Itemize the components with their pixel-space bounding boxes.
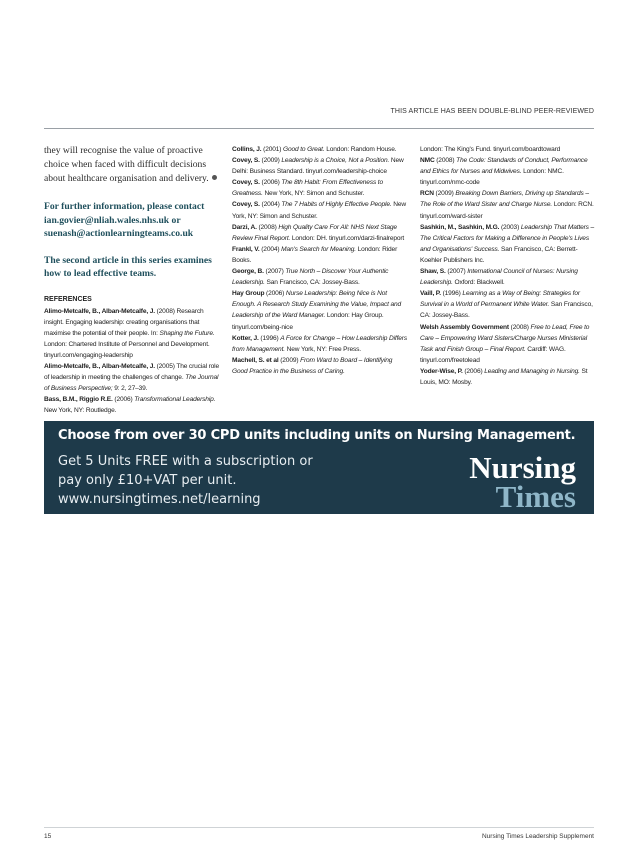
reference-title: From Ward to Board – Identifying Good Practice in the Business of Caring.: [232, 356, 393, 375]
reference-author: Yoder-Wise, P.: [420, 367, 463, 375]
reference-entry: Frankl, V. (2004) Man's Search for Meaning. London: Rider Books.: [232, 245, 398, 264]
reference-entry: Collins, J. (2001) Good to Great. London: Random House.: [232, 146, 397, 153]
reference-author: Welsh Assembly Government: [420, 323, 509, 331]
reference-title: Breaking Down Barriers, Driving up Standards – The Role of the Ward Sister and Charge Nurse.: [420, 190, 589, 209]
reference-entry: Bass, B.M., Riggio R.E. (2006) Transformational Leadership. New York, NY: Routledge.: [44, 396, 216, 415]
reference-entry: Vaill, P. (1996) Learning as a Way of Being: Strategies for Survival in a World of Permanent White Water. San Francisco, CA: Jossey-Bass.: [420, 290, 593, 320]
reference-author: George, B.: [232, 268, 264, 276]
footer-divider: [44, 827, 594, 828]
reference-entry: Shaw, S. (2007) International Council of Nurses: Nursing Leadership. Oxford: Blackwell.: [420, 268, 578, 287]
reference-entry: Alimo-Metcalfe, B., Alban-Metcalfe, J. (2008) Research insight. Engaging leadership: creating organisations that maximise the potential of their people. In: Shaping the Future. London: Chartered Institute of Personnel and Development. tinyurl.com/engaging-leadership: [44, 307, 215, 359]
reference-title: A Force for Change – How Leadership Differs from Management.: [232, 334, 407, 353]
reference-author: Alimo-Metcalfe, B., Alban-Metcalfe, J.: [44, 362, 155, 370]
header-divider: [44, 128, 594, 129]
reference-title: High Quality Care For All: NHS Next Stage Review Final Report.: [232, 223, 397, 242]
column-2: [232, 144, 408, 377]
reference-author: Sashkin, M., Sashkin, M.G.: [420, 223, 500, 231]
reference-title: The Journal of Business Perspective;: [44, 374, 219, 393]
reference-title: Transformational Leadership.: [134, 396, 216, 404]
reference-list: [420, 144, 596, 388]
reference-author: Shaw, S.: [420, 268, 446, 276]
reference-list: [44, 306, 222, 417]
reference-author: Vaill, P.: [420, 290, 441, 298]
reference-author: Kotter, J.: [232, 334, 259, 342]
reference-entry: Welsh Assembly Government (2008) Free to Lead, Free to Care – Empowering Ward Sisters/Charge Nurses Ministerial Task and Finish Group – Final Report. Cardiff: WAG. tinyurl.com/freetolead: [420, 323, 590, 364]
reference-entry: Sashkin, M., Sashkin, M.G. (2003) Leadership That Matters – The Critical Factors for Making a Difference in People's Lives and Organisations' Success. San Francisco, CA: Berrett-Koehler Publishers Inc.: [420, 223, 595, 264]
reference-title: The Code: Standards of Conduct, Performance and Ethics for Nurses and Midwives.: [420, 157, 588, 176]
reference-title: Free to Lead, Free to Care – Empowering Ward Sisters/Charge Nurses Ministerial Task and Finish Group – Final Report.: [420, 323, 590, 353]
article-closing-text: they will recognise the value of proactive choice when faced with difficult decisions about healthcare organisation and delivery.: [44, 144, 222, 186]
reference-author: Darzi, A.: [232, 223, 257, 231]
banner-offer-line: pay only £10+VAT per unit.: [58, 473, 237, 488]
reference-author: Hay Group: [232, 290, 265, 298]
nursing-times-logo: [428, 451, 578, 509]
reference-author: NMC: [420, 157, 435, 165]
reference-entry: NMC (2008) The Code: Standards of Conduct, Performance and Ethics for Nurses and Midwives. London: NMC. tinyurl.com/nmc-code: [420, 157, 588, 187]
reference-author: Machell, S. et al: [232, 356, 279, 364]
contact-info: For further information, please contact ian.govier@nliah.wales.nhs.uk or suenash@actionlearningteams.co.uk: [44, 201, 205, 239]
reference-title: True North – Discover Your Authentic Leadership.: [232, 268, 389, 287]
peer-review-label: THIS ARTICLE HAS BEEN DOUBLE-BLIND PEER-REVIEWED: [390, 108, 594, 115]
reference-entry: Covey, S. (2004) The 7 Habits of Highly Effective People. New York, NY: Simon and Schuster.: [232, 201, 407, 220]
end-mark-icon: [212, 175, 217, 180]
reference-title: Learning as a Way of Being: Strategies for Survival in a World of Permanent White Water.: [420, 290, 580, 309]
reference-entry: George, B. (2007) True North – Discover Your Authentic Leadership. San Francisco, CA: Jossey-Bass.: [232, 268, 389, 287]
reference-entry: Covey, S. (2009) Leadership is a Choice, Not a Position. New Delhi: Business Standard. tinyurl.com/leadership-choice: [232, 157, 404, 176]
reference-entry: London: The King's Fund. tinyurl.com/boardtoward: [420, 146, 561, 153]
reference-author: Bass, B.M., Riggio R.E.: [44, 396, 113, 404]
cpd-advert-banner[interactable]: [44, 421, 594, 514]
reference-author: Covey, S.: [232, 179, 260, 187]
publication-name: Nursing Times Leadership Supplement: [481, 833, 594, 840]
reference-title: Leading and Managing in Nursing.: [484, 367, 580, 375]
logo-word-nursing: Nursing: [469, 451, 576, 485]
logo-word-times: Times: [495, 479, 576, 509]
banner-headline: Choose from over 30 CPD units including units on Nursing Management.: [58, 428, 576, 443]
reference-entry: Kotter, J. (1996) A Force for Change – How Leadership Differs from Management. New York, NY: Free Press.: [232, 334, 407, 353]
reference-title: International Council of Nurses: Nursing Leadership.: [420, 268, 578, 287]
reference-entry: Covey, S. (2006) The 8th Habit: From Effectiveness to Greatness. New York, NY: Simon and Schuster.: [232, 179, 384, 198]
references-heading: REFERENCES: [44, 295, 92, 303]
reference-title: Man's Search for Meaning.: [281, 245, 356, 253]
reference-entry: Yoder-Wise, P. (2006) Leading and Managing in Nursing. St Louis, MO: Mosby.: [420, 367, 588, 386]
reference-entry: RCN (2009) Breaking Down Barriers, Driving up Standards – The Role of the Ward Sister and Charge Nurse. London: RCN. tinyurl.com/ward-sister: [420, 190, 594, 220]
reference-author: Collins, J.: [232, 146, 262, 153]
reference-author: Frankl, V.: [232, 245, 260, 253]
reference-entry: Machell, S. et al (2009) From Ward to Board – Identifying Good Practice in the Business of Caring.: [232, 356, 393, 375]
reference-title: Nurse Leadership: Being Nice is Not Enough. A Research Study Examining the Value, Impact and Leadership of the Ward Manager.: [232, 290, 402, 320]
reference-title: The 8th Habit: From Effectiveness to Greatness.: [232, 179, 384, 198]
reference-title: Shaping the Future.: [159, 329, 215, 337]
reference-entry: Darzi, A. (2008) High Quality Care For All: NHS Next Stage Review Final Report. London: DH. tinyurl.com/darzi-finalreport: [232, 223, 405, 242]
reference-author: Covey, S.: [232, 201, 260, 209]
reference-title: Leadership That Matters – The Critical Factors for Making a Difference in People's Lives and Organisations' Success.: [420, 223, 595, 253]
page-number: 15: [44, 833, 52, 840]
reference-author: RCN: [420, 190, 434, 198]
series-note: The second article in this series examines how to lead effective teams.: [44, 254, 212, 279]
column-3: [420, 144, 596, 388]
reference-entry: Hay Group (2006) Nurse Leadership: Being Nice is Not Enough. A Research Study Examining the Value, Impact and Leadership of the Ward Manager. London: Hay Group. tinyurl.com/being-nice: [232, 290, 402, 331]
column-1: [44, 144, 222, 416]
reference-author: Covey, S.: [232, 157, 260, 165]
banner-offer-line: Get 5 Units FREE with a subscription or: [58, 454, 313, 469]
reference-author: Alimo-Metcalfe, B., Alban-Metcalfe, J.: [44, 307, 155, 315]
reference-title: Leadership is a Choice, Not a Position.: [281, 157, 390, 165]
reference-title: Good to Great.: [283, 146, 325, 153]
banner-url-link[interactable]: www.nursingtimes.net/learning: [58, 492, 261, 507]
reference-title: The 7 Habits of Highly Effective People.: [281, 201, 392, 209]
reference-list: [232, 144, 408, 377]
reference-entry: Alimo-Metcalfe, B., Alban-Metcalfe, J. (2005) The crucial role of leadership in meeting the challenges of change. The Journal of Business Perspective; 9: 2, 27–39.: [44, 362, 220, 393]
banner-offer-text: [58, 452, 378, 509]
